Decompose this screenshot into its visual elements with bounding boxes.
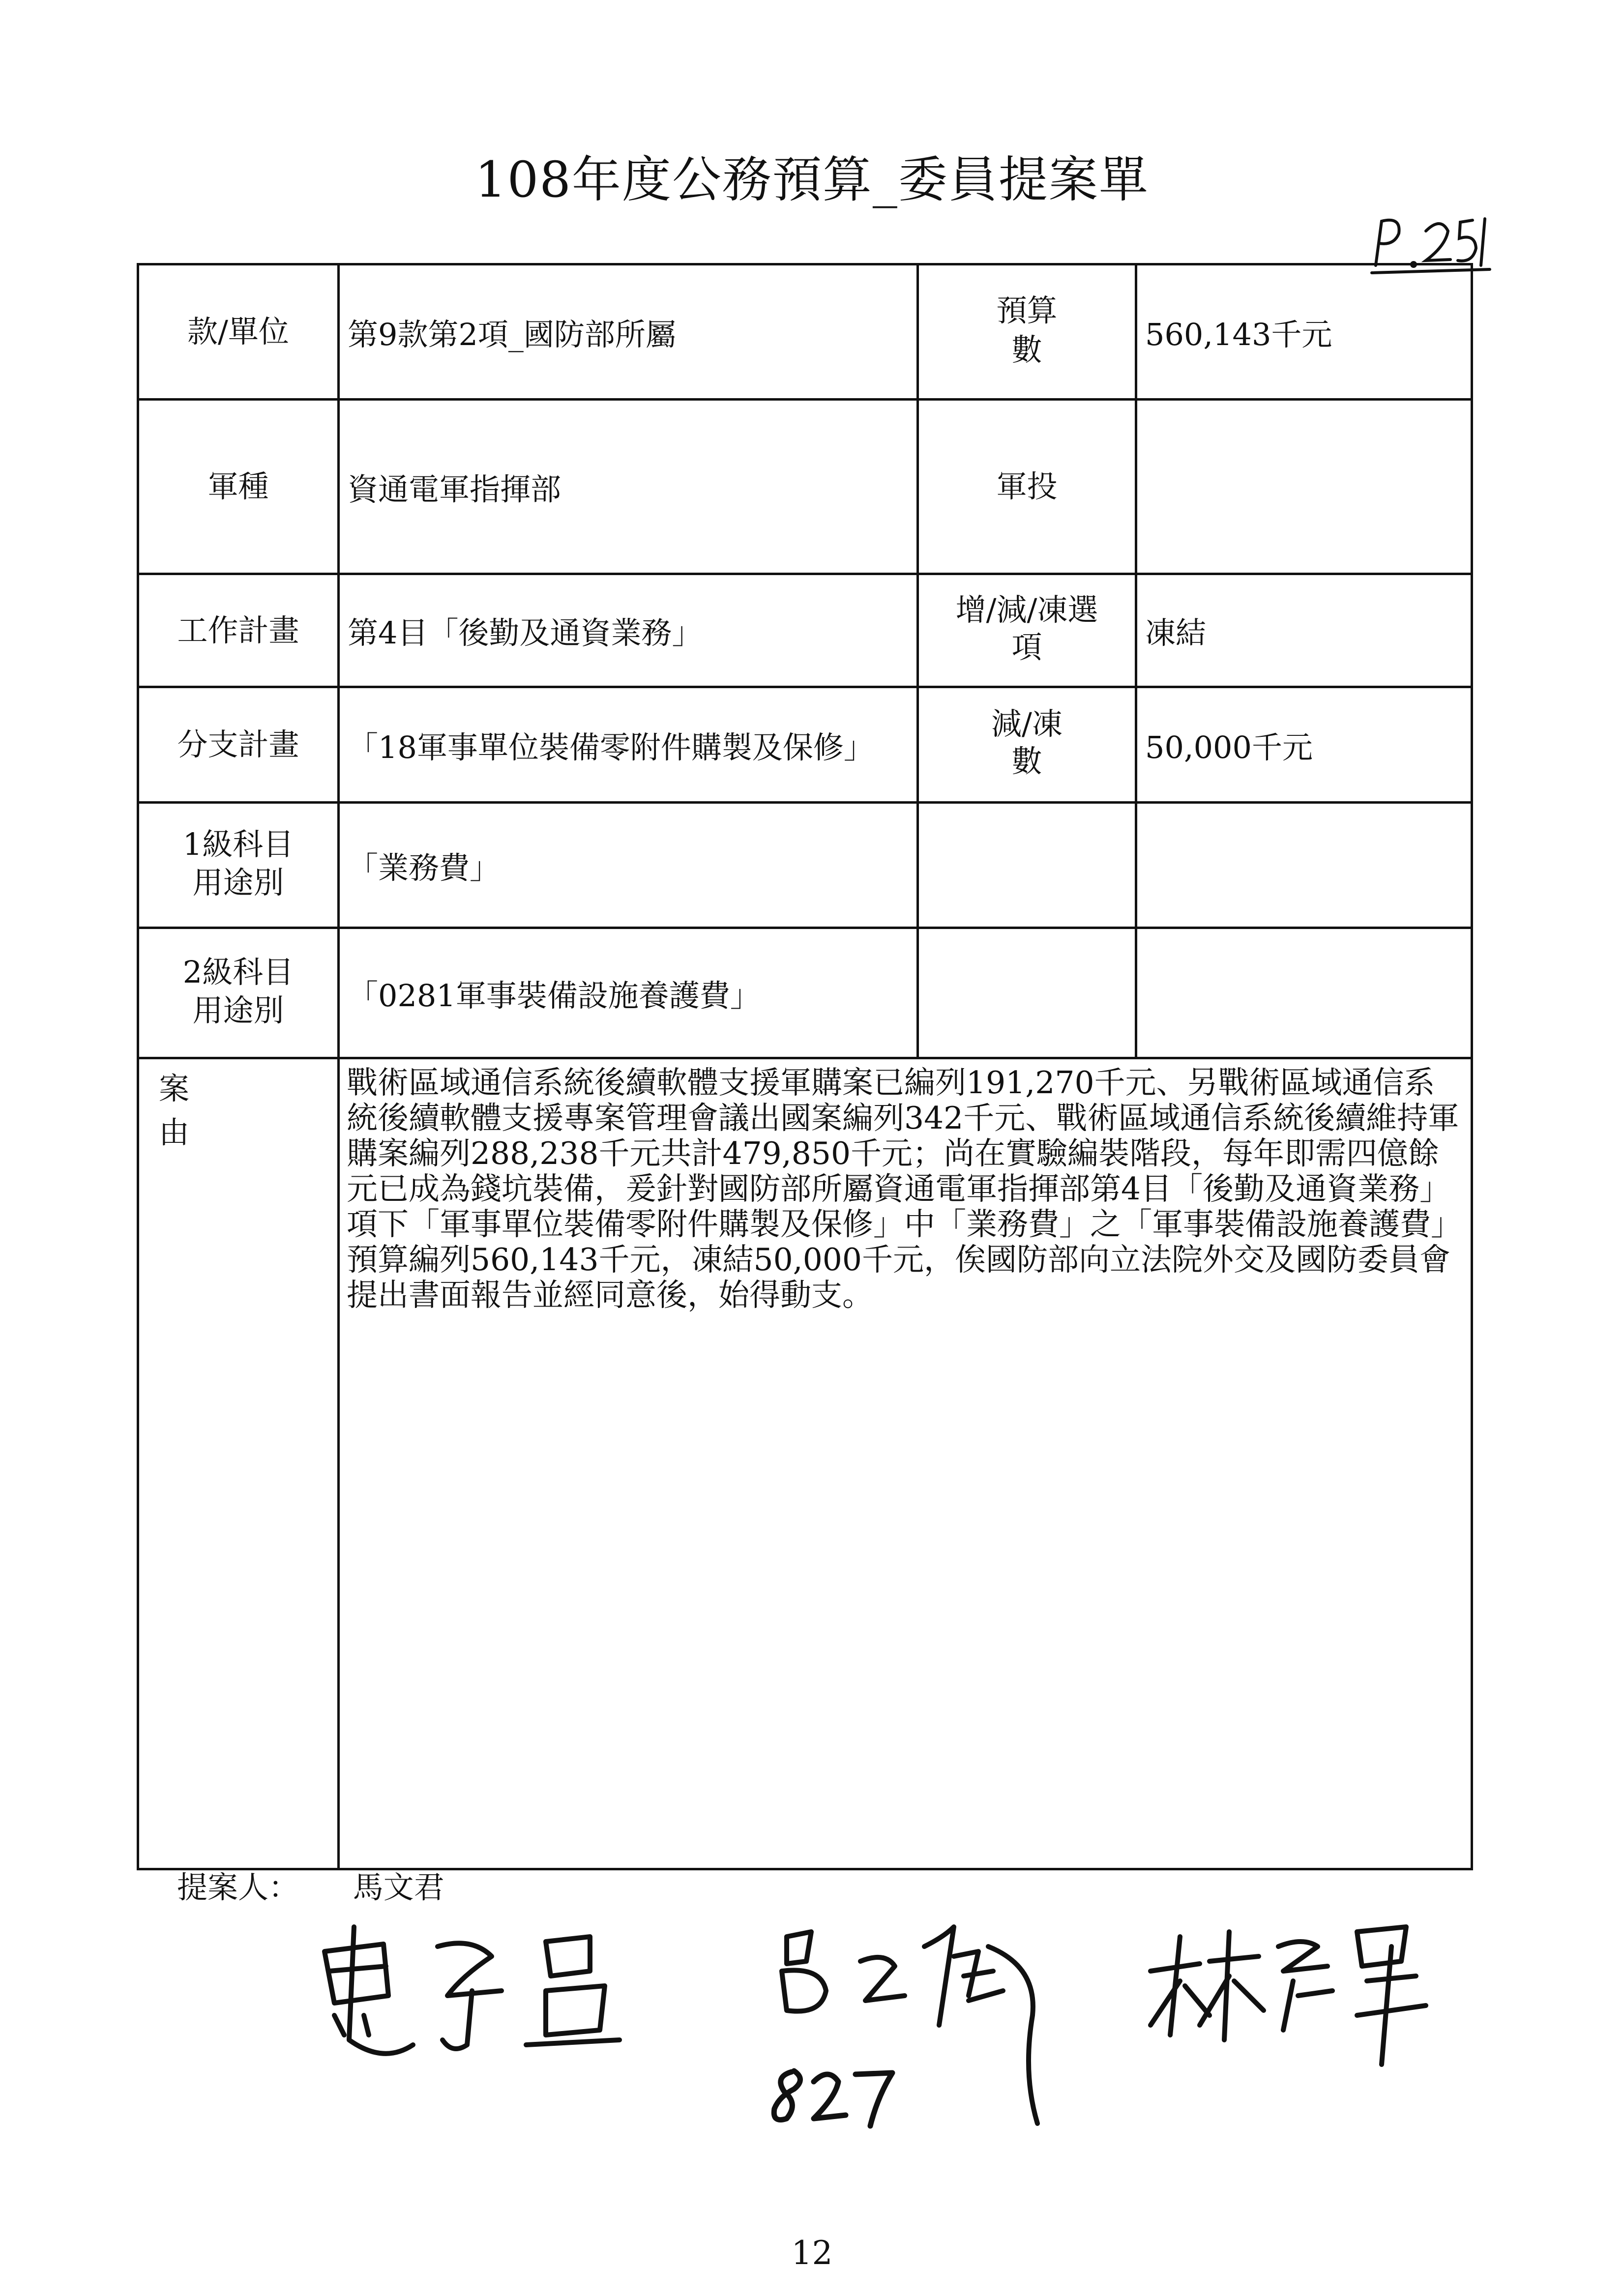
- budget-amount-label-text: 預算數: [996, 292, 1058, 368]
- proposer-name: 馬文君: [353, 1869, 444, 1905]
- level2-value: 「0281軍事裝備設施養護費」: [339, 928, 918, 1058]
- level2-label-text: 2級科目用途別: [182, 954, 294, 1028]
- section-label: 款/單位: [138, 264, 339, 400]
- section-value: 第9款第2項_國防部所屬: [339, 264, 918, 400]
- row-branch-plan: [138, 687, 1472, 803]
- page-title: 108年度公務預算_委員提案單: [475, 151, 1149, 208]
- branch-plan-label: 分支計畫: [138, 687, 339, 803]
- handwritten-number: [765, 2062, 902, 2133]
- military-investment-value: [1136, 400, 1472, 574]
- signature-ma-wenjun: [325, 1927, 620, 2054]
- service-value: 資通電軍指揮部: [339, 400, 918, 574]
- reduce-freeze-amount-value: 50,000千元: [1136, 687, 1472, 803]
- signature-lin-lichan: [1151, 1927, 1426, 2064]
- level2-label: [138, 928, 339, 1058]
- row-reason: [138, 1058, 1472, 1869]
- level1-label-text: 1級科目用途別: [182, 826, 294, 901]
- proposal-form-table: [137, 263, 1473, 1870]
- branch-plan-value: 「18軍事單位裝備零附件購製及保修」: [339, 687, 918, 803]
- service-label: 軍種: [138, 400, 339, 574]
- proposer-line: [177, 1863, 444, 1907]
- reason-label: 案由: [138, 1058, 339, 1869]
- level2-side-value: [1136, 928, 1472, 1058]
- level1-value: 「業務費」: [339, 803, 918, 928]
- reason-text: 戰術區域通信系統後續軟體支援軍購案已編列191,270千元、另戰術區域通信系統後續軟體支援專案管理會議出國案編列342千元、戰術區域通信系統後續維持軍購案編列288,238千元共計479,850千元；尚在實驗編裝階段，每年即需四億餘元已成為錢坑裝備，爰針對國防部所屬資通電軍指揮部第4目「後勤及通資業務」項下「軍事單位裝備零附件購製及保修」中「業務費」之「軍事裝備設施養護費」預算編列560,143千元，凍結50,000千元，俟國防部向立法院外交及國防委員會提出書面報告並經同意後，始得動支。: [339, 1058, 1472, 1869]
- work-plan-value: 第4目「後勤及通資業務」: [339, 574, 918, 687]
- option-label: [918, 574, 1136, 687]
- level2-side-label: [918, 928, 1136, 1058]
- row-level1: [138, 803, 1472, 928]
- page-number: 12: [791, 2234, 833, 2272]
- reduce-freeze-amount-label-text: 減/凍數: [991, 706, 1063, 779]
- level1-side-value: [1136, 803, 1472, 928]
- option-label-text: 增/減/凍選項: [955, 591, 1098, 665]
- budget-amount-value: 560,143千元: [1136, 264, 1472, 400]
- military-investment-label: 軍投: [918, 400, 1136, 574]
- row-level2: [138, 928, 1472, 1058]
- row-work-plan: [138, 574, 1472, 687]
- option-value: 凍結: [1136, 574, 1472, 687]
- work-plan-label: 工作計畫: [138, 574, 339, 687]
- budget-amount-label: [918, 264, 1136, 400]
- level1-side-label: [918, 803, 1136, 928]
- row-service: [138, 400, 1472, 574]
- proposer-label: 提案人：: [177, 1869, 299, 1905]
- signatures: [315, 1917, 1495, 2263]
- reduce-freeze-amount-label: [918, 687, 1136, 803]
- row-section: [138, 264, 1472, 400]
- level1-label: [138, 803, 339, 928]
